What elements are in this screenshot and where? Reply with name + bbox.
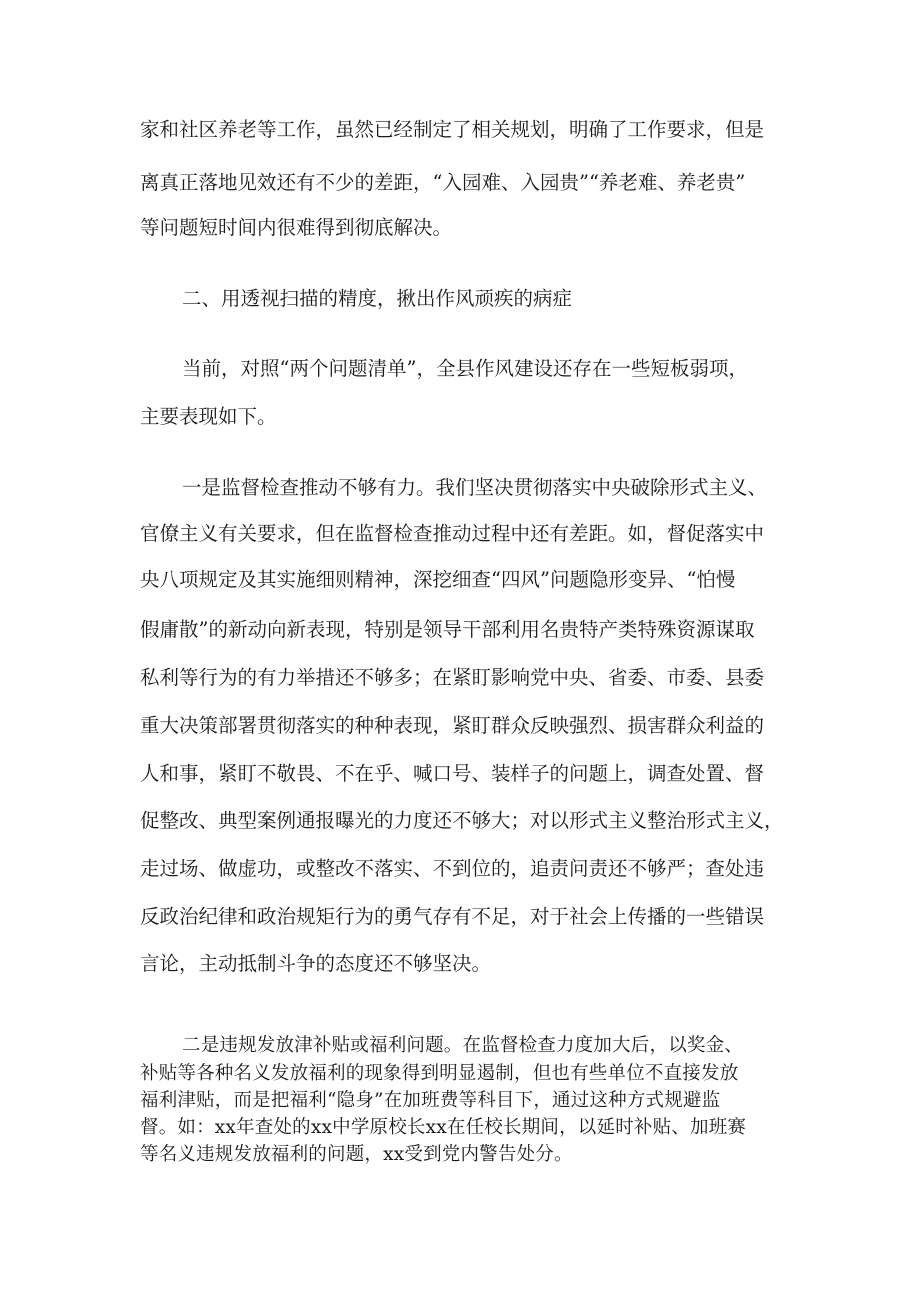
- paragraph-line: 央八项规定及其实施细则精神，深挖细查“四风”问题隐形变异、“怕慢: [140, 568, 736, 591]
- paragraph-line: 反政治纪律和政治规矩行为的勇气存有不足，对于社会上传播的一些错误: [140, 905, 765, 928]
- paragraph-line: 等问题短时间内很难得到彻底解决。: [140, 216, 453, 239]
- paragraph-line: 一是监督检查推动不够有力。我们坚决贯彻落实中央破除形式主义、: [182, 476, 768, 499]
- paragraph-line: 走过场、做虚功，或整改不落实、不到位的，追责问责还不够严；查处违: [140, 857, 765, 880]
- paragraph-line: 官僚主义有关要求，但在监督检查推动过程中还有差距。如，督促落实中: [140, 522, 765, 545]
- paragraph-line: 促整改、典型案例通报曝光的力度还不够大；对以形式主义整治形式主义，: [140, 809, 784, 832]
- paragraph-line: 人和事，紧盯不敬畏、不在乎、喊口号、装样子的问题上，调查处置、督: [140, 762, 765, 785]
- paragraph-line: 补贴等各种名义发放福利的现象得到明显遏制，但也有些单位不直接发放: [140, 1063, 739, 1084]
- paragraph-line: 重大决策部署贯彻落实的种种表现，紧盯群众反映强烈、损害群众利益的: [140, 714, 765, 737]
- section-heading: 二、用透视扫描的精度，揪出作风顽疾的病症: [182, 287, 573, 310]
- paragraph-line: 家和社区养老等工作，虽然已经制定了相关规划，明确了工作要求，但是: [140, 118, 765, 141]
- paragraph-line: 二是违规发放津补贴或福利问题。在监督检查力度加大后，以奖金、: [182, 1035, 744, 1056]
- paragraph-line: 假庸散”的新动向新表现，特别是领导干部利用名贵特产类特殊资源谋取: [140, 618, 755, 641]
- paragraph-line: 等名义违规发放福利的问题，xx受到党内警告处分。: [140, 1144, 573, 1165]
- paragraph-line: 福利津贴，而是把福利“隐身”在加班费等科目下，通过这种方式规避监: [140, 1090, 721, 1111]
- paragraph-line: 言论，主动抵制斗争的态度还不够坚决。: [140, 952, 492, 975]
- paragraph-line: 离真正落地见效还有不少的差距，“入园难、入园贵”“养老难、养老贵”: [140, 171, 746, 194]
- paragraph-line: 私利等行为的有力举措还不够多；在紧盯影响党中央、省委、市委、县委: [140, 666, 765, 689]
- paragraph-line: 主要表现如下。: [140, 405, 277, 428]
- paragraph-line: 督。如：xx年查处的xx中学原校长xx在任校长期间，以延时补贴、加班赛: [140, 1117, 747, 1138]
- paragraph-line: 当前，对照“两个问题清单”，全县作风建设还存在一些短板弱项，: [182, 357, 748, 380]
